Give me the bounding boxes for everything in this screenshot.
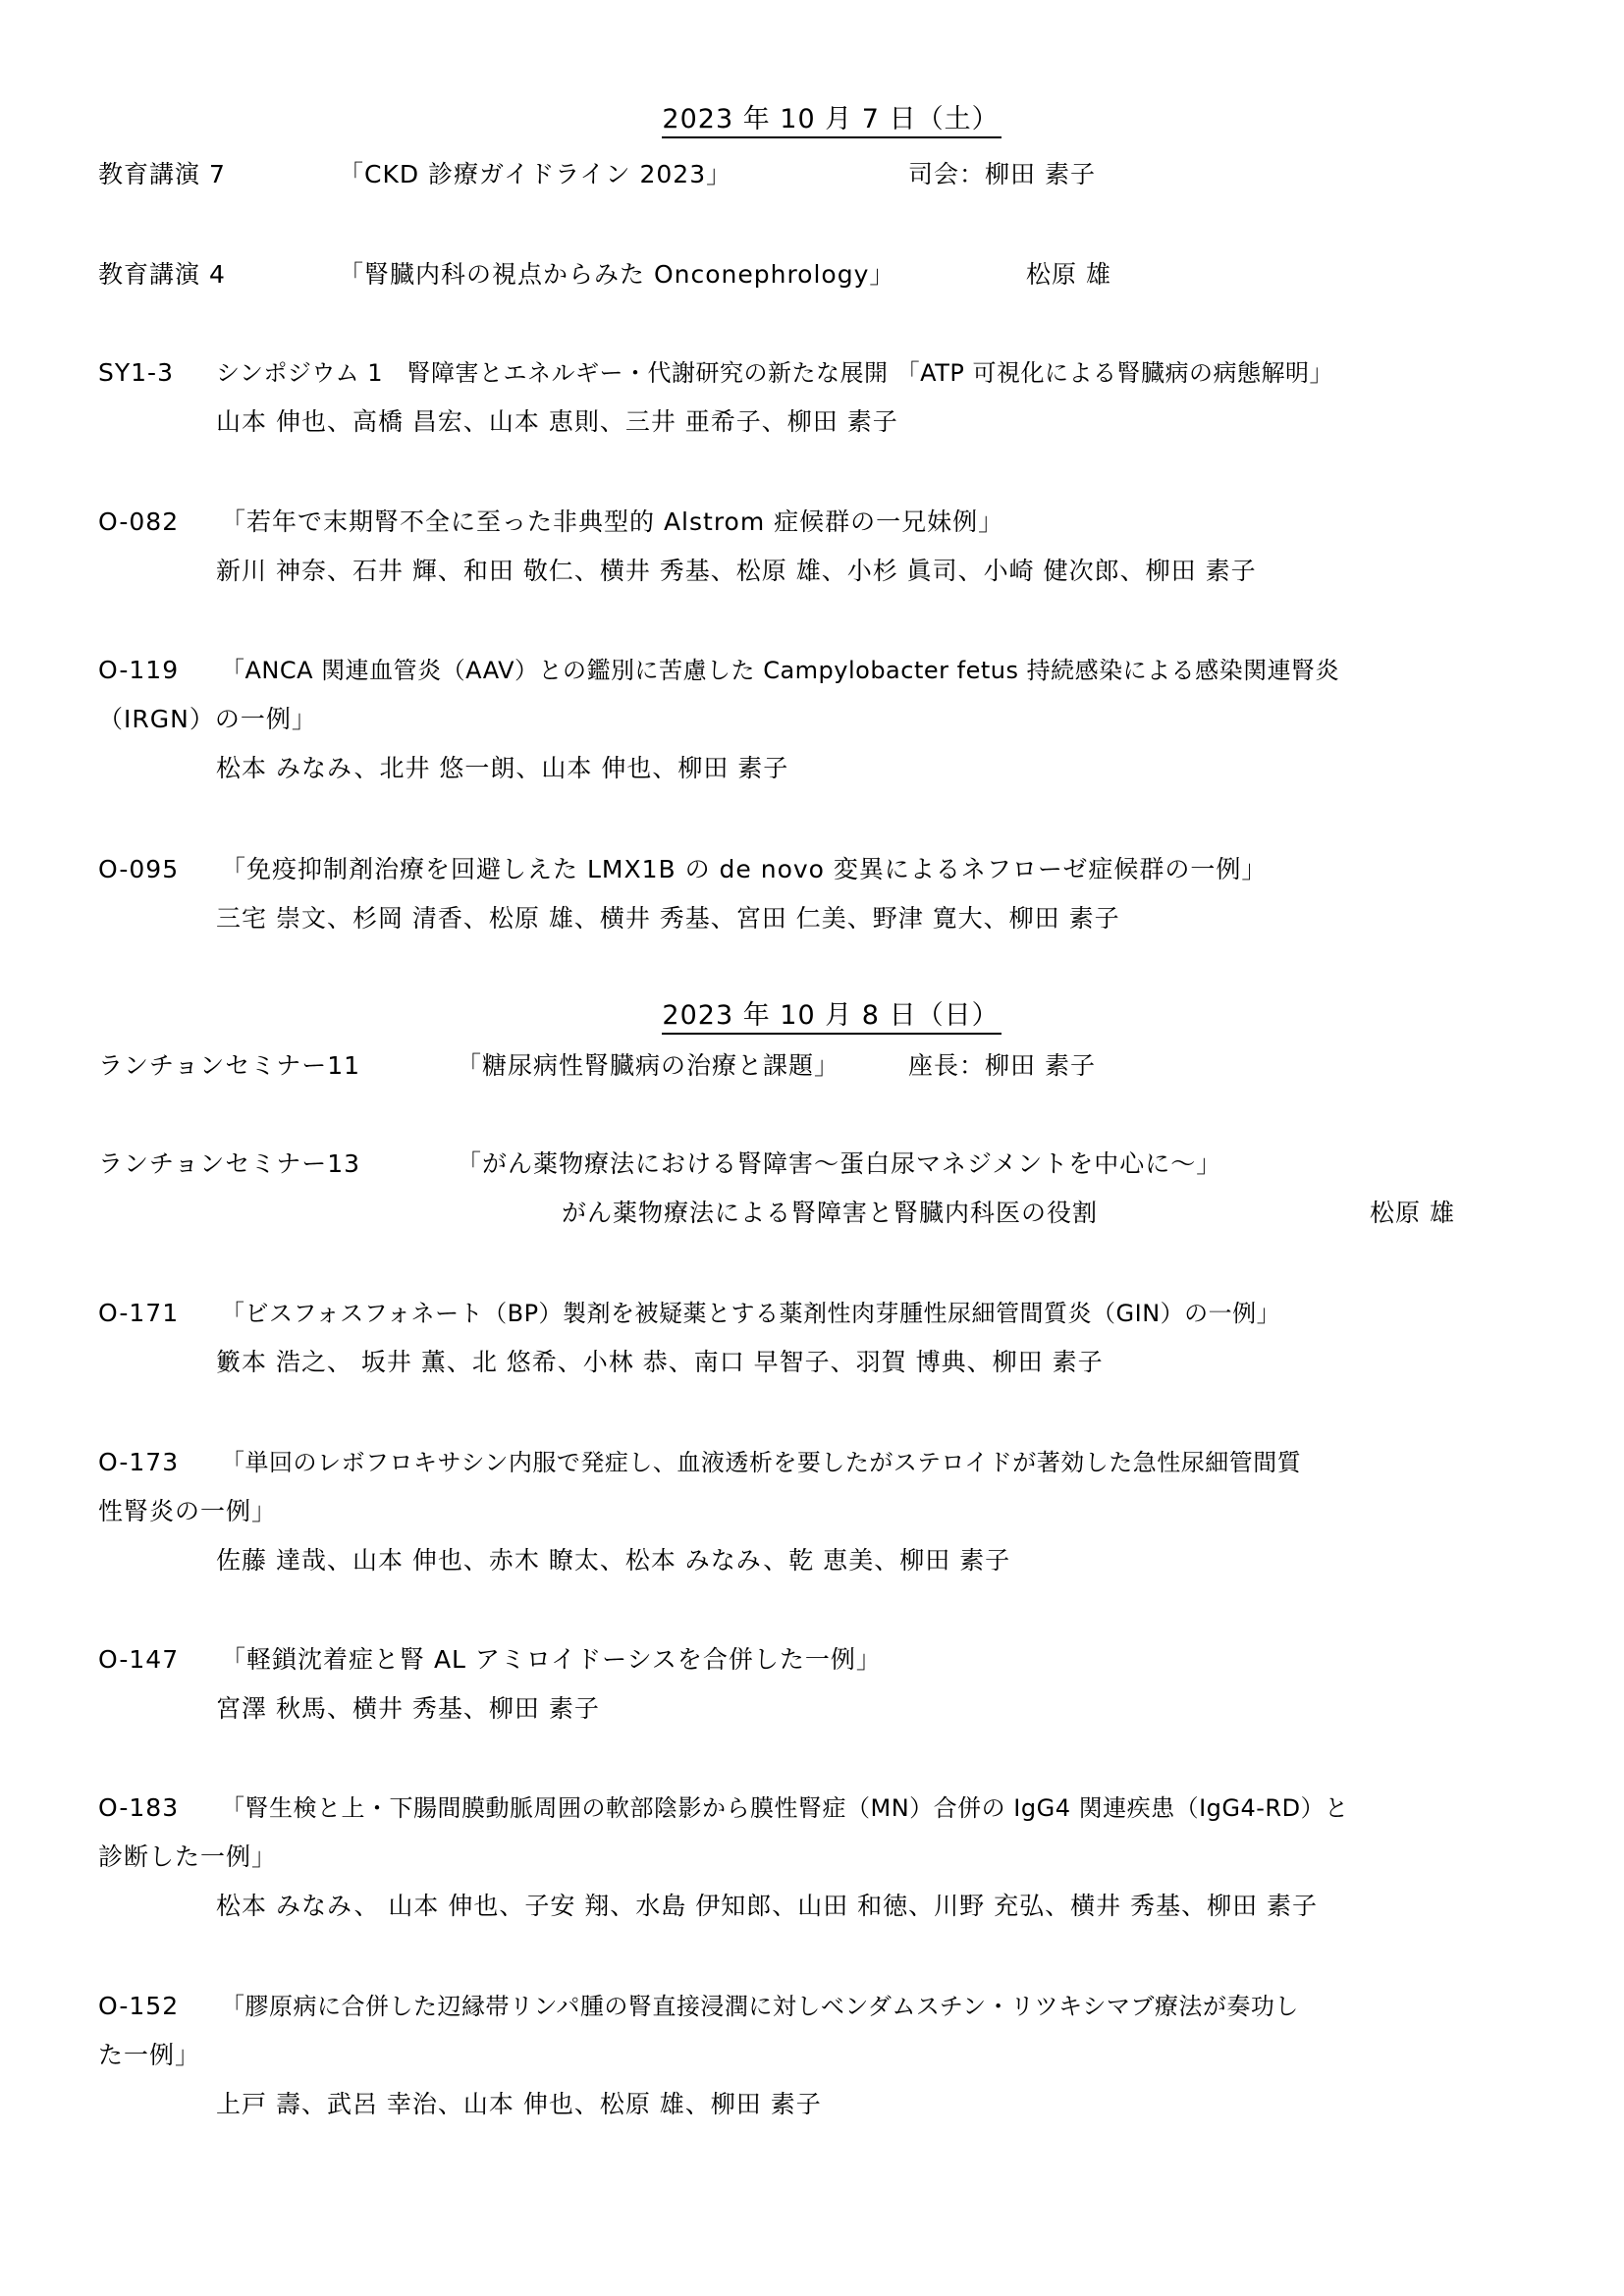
date-heading-day2 — [0, 998, 1624, 1035]
seminar-subtitle: がん薬物療法による腎障害と腎臓内科医の役割 — [562, 1199, 1099, 1227]
presentation-title: 「軽鎖沈着症と腎 AL アミロイドーシスを合併した一例」 — [221, 1645, 882, 1674]
presentation-authors: 上戸 壽、武呂 幸治、山本 伸也、松原 雄、柳田 素子 — [216, 2090, 822, 2118]
presentation-title: 「若年で末期腎不全に至った非典型的 Alstrom 症候群の一兄妹例」 — [221, 507, 1004, 536]
lecture-label: 教育講演 7 — [98, 160, 226, 188]
presentation-authors: 三宅 崇文、杉岡 清香、松原 雄、横井 秀基、宮田 仁美、野津 寛大、柳田 素子 — [216, 904, 1120, 933]
presentation-id: SY1-3 — [98, 358, 174, 387]
lecture-label: 教育講演 4 — [98, 260, 226, 289]
presentation-id: O-183 — [98, 1793, 180, 1822]
presentation-title: 「腎生検と上・下腸間膜動脈周囲の軟部陰影から膜性腎症（MN）合併の IgG4 関連疾患（IgG4-RD）と — [221, 1794, 1349, 1822]
presentation-authors: 松本 みなみ、 山本 伸也、子安 翔、水島 伊知郎、山田 和徳、川野 充弘、横井 秀基、柳田 素子 — [216, 1892, 1319, 1920]
presentation-authors: 佐藤 達哉、山本 伸也、赤木 瞭太、松本 みなみ、乾 恵美、柳田 素子 — [216, 1546, 1011, 1575]
seminar-title: 「糖尿病性腎臓病の治療と課題」 — [457, 1051, 840, 1080]
presentation-title: 「ANCA 関連血管炎（AAV）との鑑別に苦慮した Campylobacter fetus 持続感染による感染関連腎炎 — [221, 657, 1340, 684]
lecture-chair: 司会：柳田 素子 — [908, 160, 1096, 188]
presentation-title-continued: 診断した一例」 — [98, 1842, 278, 1871]
presentation-id: O-147 — [98, 1645, 180, 1674]
presentation-title: シンポジウム 1 腎障害とエネルギー・代謝研究の新たな展開 「ATP 可視化による腎臓病の病態解明」 — [216, 359, 1334, 387]
presentation-authors: 松本 みなみ、北井 悠一朗、山本 伸也、柳田 素子 — [216, 754, 789, 782]
presentation-authors: 籔本 浩之、 坂井 薫、北 悠希、小林 恭、南口 早智子、羽賀 博典、柳田 素子 — [216, 1348, 1104, 1376]
presentation-id: O-095 — [98, 855, 180, 883]
lecture-title: 「CKD 診療ガイドライン 2023」 — [339, 160, 732, 188]
seminar-title: 「がん薬物療法における腎障害～蛋白尿マネジメントを中心に～」 — [457, 1149, 1222, 1178]
date-text: 2023 年 10 月 7 日（土） — [662, 103, 1001, 138]
presentation-authors: 山本 伸也、高橋 昌宏、山本 恵則、三井 亜希子、柳田 素子 — [216, 407, 898, 436]
presentation-title: 「単回のレボフロキサシン内服で発症し、血液透析を要したがステロイドが著効した急性尿細管間質 — [221, 1449, 1302, 1476]
lecture-title: 「腎臓内科の視点からみた Onconephrology」 — [339, 260, 895, 289]
seminar-chair: 座長：柳田 素子 — [908, 1051, 1096, 1080]
presentation-authors: 新川 神奈、石井 輝、和田 敬仁、横井 秀基、松原 雄、小杉 眞司、小崎 健次郎、柳田 素子 — [216, 557, 1257, 585]
presentation-title-continued: 性腎炎の一例」 — [98, 1497, 278, 1525]
date-text: 2023 年 10 月 8 日（日） — [662, 999, 1001, 1035]
seminar-label: ランチョンセミナー11 — [98, 1051, 361, 1080]
presentation-title: 「ビスフォスフォネート（BP）製剤を被疑薬とする薬剤性肉芽腫性尿細管間質炎（GIN）の一例」 — [221, 1300, 1281, 1327]
lecture-speaker: 松原 雄 — [1026, 260, 1111, 289]
presentation-title-continued: （IRGN）の一例」 — [98, 705, 317, 733]
date-heading-day1 — [0, 102, 1624, 138]
presentation-authors: 宮澤 秋馬、横井 秀基、柳田 素子 — [216, 1694, 600, 1723]
presentation-id: O-173 — [98, 1448, 180, 1476]
presentation-title: 「免疫抑制剤治療を回避しえた LMX1B の de novo 変異によるネフローゼ症候群の一例」 — [221, 855, 1268, 883]
presentation-title-continued: た一例」 — [98, 2041, 201, 2069]
presentation-id: O-119 — [98, 656, 180, 684]
presentation-title: 「膠原病に合併した辺縁帯リンパ腫の腎直接浸潤に対しベンダムスチン・リツキシマブ療法が奏功し — [221, 1993, 1299, 2020]
presentation-id: O-082 — [98, 507, 180, 536]
presentation-id: O-152 — [98, 1992, 180, 2020]
presentation-id: O-171 — [98, 1299, 180, 1327]
seminar-speaker: 松原 雄 — [1370, 1199, 1455, 1227]
seminar-label: ランチョンセミナー13 — [98, 1149, 361, 1178]
